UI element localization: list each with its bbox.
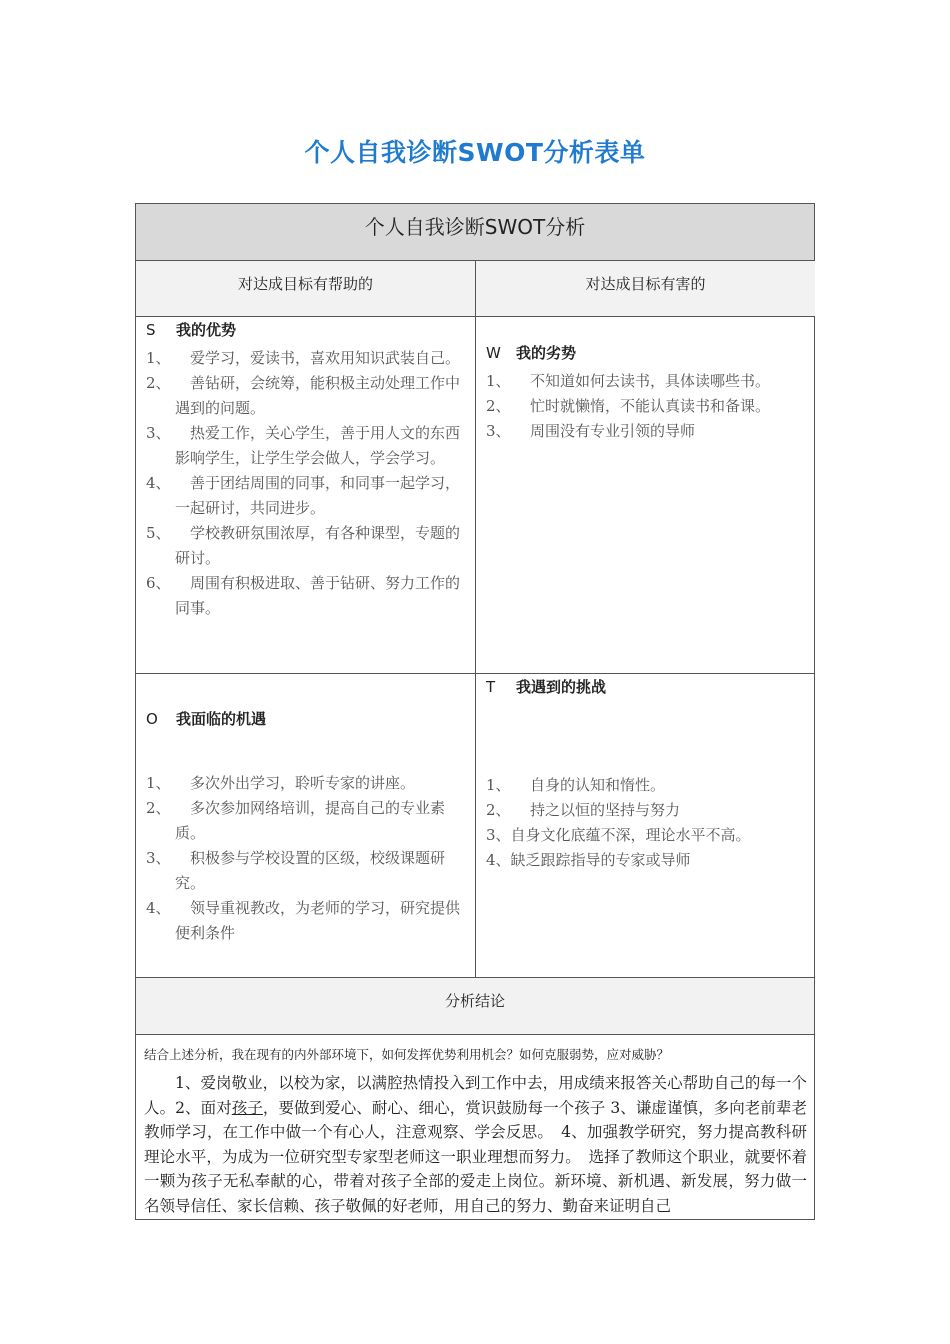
strengths-list xyxy=(146,346,467,621)
item-number: 2、 xyxy=(146,799,171,817)
item-number: 4、 xyxy=(146,899,171,917)
list-item xyxy=(146,421,467,471)
document-title: 个人自我诊断SWOT分析表单 xyxy=(304,138,646,167)
item-number: 3、 xyxy=(146,849,171,867)
list-item xyxy=(486,823,807,848)
threats-title xyxy=(486,676,807,697)
item-text: 学校教研氛围浓厚，有各种课型，专题的研讨。 xyxy=(175,524,461,567)
item-number: 6、 xyxy=(146,574,171,592)
item-number: 4、 xyxy=(146,474,171,492)
conclusion-text-part: 1、爱岗敬业，以校为家，以满腔热情投入到工作中去，用成绩来报答关心帮助自己的每一个人。2、面对 xyxy=(144,1074,807,1117)
list-item xyxy=(146,896,467,946)
item-text: 多次外出学习，聆听专家的讲座。 xyxy=(175,774,416,792)
list-item xyxy=(486,798,807,823)
strengths-letter: S xyxy=(146,321,156,339)
item-number: 4、 xyxy=(486,851,511,869)
column-header-helpful: 对达成目标有帮助的 xyxy=(136,261,476,317)
weaknesses-label: 我的劣势 xyxy=(516,344,577,362)
item-number: 1、 xyxy=(146,349,171,367)
opportunities-list xyxy=(146,771,467,946)
list-item xyxy=(146,846,467,896)
threats-list xyxy=(486,773,807,873)
weaknesses-letter: W xyxy=(486,344,501,362)
list-item xyxy=(486,419,807,444)
item-number: 1、 xyxy=(486,372,511,390)
item-text: 热爱工作，关心学生，善于用人文的东西影响学生，让学生学会做人，学会学习。 xyxy=(175,424,461,467)
weaknesses-cell xyxy=(476,317,815,674)
opportunities-cell xyxy=(136,674,476,978)
list-item xyxy=(146,796,467,846)
item-number: 2、 xyxy=(486,397,511,415)
item-text: 持之以恒的坚持与努力 xyxy=(515,801,681,819)
item-number: 1、 xyxy=(146,774,171,792)
list-item xyxy=(146,771,467,796)
item-text: 多次参加网络培训，提高自己的专业素质。 xyxy=(175,799,446,842)
item-text: 忙时就懒惰，不能认真读书和备课。 xyxy=(515,397,771,415)
list-item xyxy=(486,369,807,394)
strengths-label: 我的优势 xyxy=(176,321,237,339)
item-text: 周围有积极进取、善于钻研、努力工作的同事。 xyxy=(175,574,461,617)
conclusion-header: 分析结论 xyxy=(136,978,814,1035)
item-number: 5、 xyxy=(146,524,171,542)
item-text: 善钻研，会统筹，能积极主动处理工作中遇到的问题。 xyxy=(175,374,461,417)
opportunities-title xyxy=(146,708,467,729)
list-item xyxy=(146,471,467,521)
threats-letter: T xyxy=(486,678,496,696)
item-number: 1、 xyxy=(486,776,511,794)
item-text: 积极参与学校设置的区级，校级课题研究。 xyxy=(175,849,446,892)
item-number: 3、 xyxy=(486,826,511,844)
list-item xyxy=(146,521,467,571)
strengths-cell xyxy=(136,317,476,674)
table-header: 个人自我诊断SWOT分析 xyxy=(136,204,814,261)
list-item xyxy=(146,371,467,421)
item-text: 善于团结周围的同事，和同事一起学习，一起研讨，共同进步。 xyxy=(175,474,461,517)
item-number: 2、 xyxy=(146,374,171,392)
swot-table xyxy=(135,203,815,1220)
item-text: 周围没有专业引领的导师 xyxy=(515,422,696,440)
conclusion-question: 结合上述分析，我在现有的内外部环境下，如何发挥优势利用机会？如何克服弱势，应对威胁？ xyxy=(144,1047,670,1062)
list-item xyxy=(486,394,807,419)
opportunities-label: 我面临的机遇 xyxy=(176,710,267,728)
conclusion-cell xyxy=(136,1035,814,1218)
item-text: 自身文化底蕴不深，理论水平不高。 xyxy=(510,826,751,844)
item-number: 2、 xyxy=(486,801,511,819)
underlined-word: 孩子 xyxy=(231,1098,263,1117)
opportunities-letter: O xyxy=(146,710,158,728)
item-text: 不知道如何去读书，具体读哪些书。 xyxy=(515,372,771,390)
item-text: 自身的认知和惰性。 xyxy=(515,776,666,794)
item-text: 缺乏跟踪指导的专家或导师 xyxy=(510,851,691,869)
item-number: 3、 xyxy=(486,422,511,440)
item-text: 领导重视教改，为老师的学习，研究提供便利条件 xyxy=(175,899,461,942)
conclusion-text-part: ，要做到爱心、耐心、细心，赏识鼓励每一个孩子 3、谦虚谨慎，多向老前辈老教师学习，在工作中做一个有心人，注意观察、学会反思。 4、加强教学研究，努力提高教科研理论水平，为成为一位研究型专家型老师这一职业理想而努力。 选择了教师这个职业，就要怀着一颗为孩子无私奉献的心，带着对孩子全部的爱走上岗位。新环境、新机遇、新发展，努力做一名领导信任、家长信赖、孩子敬佩的好老师，用自己的努力、勤奋来证明自己 xyxy=(144,1098,807,1215)
strengths-title xyxy=(146,319,467,340)
item-number: 3、 xyxy=(146,424,171,442)
list-item xyxy=(486,848,807,873)
list-item xyxy=(146,571,467,621)
conclusion-body xyxy=(144,1071,807,1218)
threats-label: 我遇到的挑战 xyxy=(516,678,607,696)
item-text: 爱学习，爱读书，喜欢用知识武装自己。 xyxy=(175,349,461,367)
list-item xyxy=(146,346,467,371)
list-item xyxy=(486,773,807,798)
weaknesses-list xyxy=(486,369,807,444)
threats-cell xyxy=(476,674,815,978)
weaknesses-title xyxy=(486,342,807,363)
column-header-harmful: 对达成目标有害的 xyxy=(476,261,815,317)
